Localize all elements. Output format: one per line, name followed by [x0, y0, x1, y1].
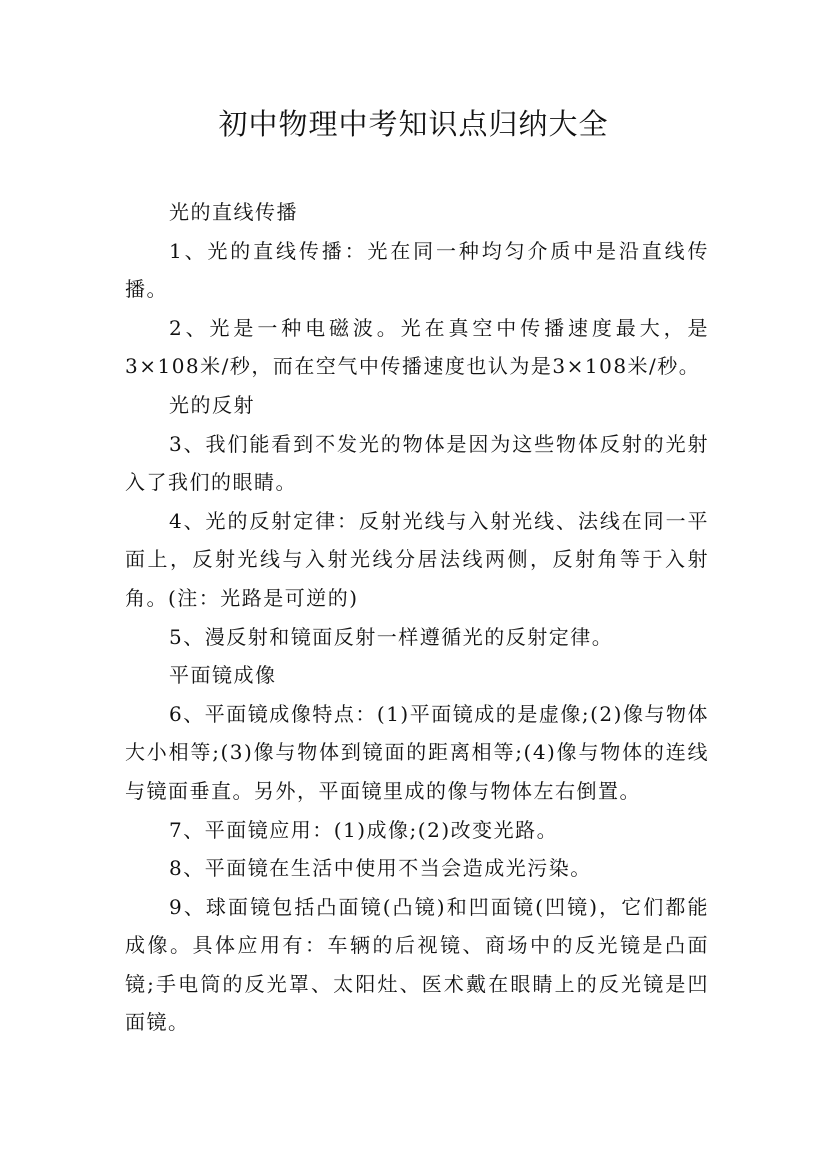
paragraph-3: 3、我们能看到不发光的物体是因为这些物体反射的光射入了我们的眼睛。 [125, 431, 709, 495]
document-body [125, 193, 709, 1042]
paragraph-9: 9、球面镜包括凸面镜(凸镜)和凹面镜(凹镜)，它们都能成像。具体应用有：车辆的后视镜、商场中的反光镜是凸面镜;手电筒的反光罩、太阳灶、医术戴在眼睛上的反光镜是凹面镜。 [125, 894, 709, 1035]
page-title: 初中物理中考知识点归纳大全 [218, 107, 609, 141]
paragraph-6: 6、平面镜成像特点：(1)平面镜成的是虚像;(2)像与物体大小相等;(3)像与物体到镜面的距离相等;(4)像与物体的连线与镜面垂直。另外，平面镜里成的像与物体左右倒置。 [125, 701, 709, 803]
paragraph-5: 5、漫反射和镜面反射一样遵循光的反射定律。 [169, 624, 614, 649]
section-heading-reflection: 光的反射 [169, 392, 255, 417]
paragraph-1: 1、光的直线传播：光在同一种均匀介质中是沿直线传播。 [125, 238, 709, 302]
paragraph-8: 8、平面镜在生活中使用不当会造成光污染。 [169, 856, 592, 881]
paragraph-2: 2、光是一种电磁波。光在真空中传播速度最大，是3×108米/秒，而在空气中传播速度也认为是3×108米/秒。 [125, 315, 709, 379]
paragraph-7: 7、平面镜应用：(1)成像;(2)改变光路。 [169, 817, 559, 842]
section-heading-straight-line-propagation: 光的直线传播 [169, 200, 298, 224]
section-heading-plane-mirror: 平面镜成像 [169, 663, 277, 688]
paragraph-4: 4、光的反射定律：反射光线与入射光线、法线在同一平面上，反射光线与入射光线分居法线两侧，反射角等于入射角。(注：光路是可逆的) [125, 508, 709, 610]
